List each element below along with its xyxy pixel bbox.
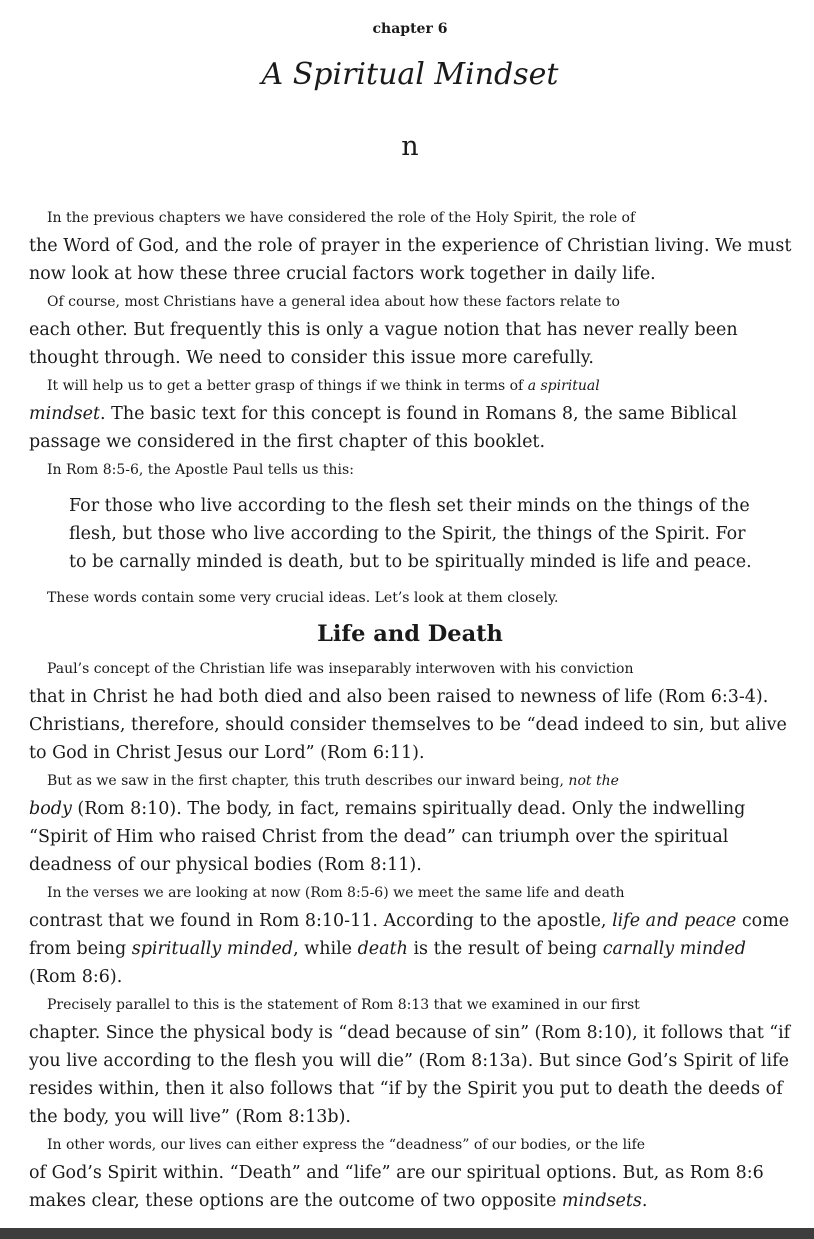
text-line [29,400,791,428]
chapter-ornament: n [401,131,419,162]
bottom-scrollbar[interactable] [0,1228,814,1239]
emphasis: mindset [29,404,101,424]
text-line: Of course, most Christians have a general idea about how these factors relate to [47,294,620,310]
paragraph [29,372,791,456]
text-line: now look at how these three crucial factors work together in daily life. [29,264,656,284]
text-line: deadness of our physical bodies (Rom 8:11). [29,855,422,875]
text-run: makes clear, these options are the outcome of two opposite [29,1191,562,1211]
text-line: the Word of God, and the role of prayer in the experience of Christian living. We must [29,236,792,256]
text-line: to God in Christ Jesus our Lord” (Rom 6:11). [29,743,425,763]
text-line [29,907,791,935]
text-line: In Rom 8:5-6, the Apostle Paul tells us this: [47,462,354,478]
text-run: . [641,1191,648,1211]
text-line [29,1187,791,1215]
chapter-body [29,204,791,1215]
text-line: Christians, therefore, should consider themselves to be “dead indeed to sin, but alive [29,715,787,735]
text-line: (Rom 8:6). [29,967,123,987]
text-line: chapter. Since the physical body is “dead because of sin” (Rom 8:10), it follows that “if [29,1023,791,1043]
block-quote [69,492,791,576]
text-run: come [736,911,790,931]
text-line: Precisely parallel to this is the statement of Rom 8:13 that we examined in our first [47,997,640,1013]
text-line: In the previous chapters we have considered the role of the Holy Spirit, the role of [47,210,636,226]
emphasis: mindsets [561,1191,642,1211]
text-line: of God’s Spirit within. “Death” and “life” are our spiritual options. But, as Rom 8:6 [29,1163,764,1183]
paragraph [29,204,791,288]
emphasis: death [357,939,408,959]
text-line: you live according to the flesh you will die” (Rom 8:13a). But since God’s Spirit of life [29,1051,789,1071]
text-line: In the verses we are looking at now (Rom 8:5-6) we meet the same life and death [47,885,625,901]
emphasis: a spiritual [527,378,600,394]
text-run: contrast that we found in Rom 8:10-11. According to the apostle, [29,911,613,931]
emphasis: body [29,799,72,819]
paragraph [29,991,791,1131]
paragraph [29,879,791,991]
emphasis: not the [568,773,619,789]
paragraph [29,288,791,372]
paragraph [29,456,791,484]
text-line: that in Christ he had both died and also been raised to newness of life (Rom 6:3-4). [29,687,769,707]
section-heading: Life and Death [317,621,503,647]
paragraph [29,767,791,879]
text-line: In other words, our lives can either express the “deadness” of our bodies, or the life [47,1137,646,1153]
emphasis: carnally minded [602,939,746,959]
text-line [29,372,791,400]
paragraph [29,1131,791,1215]
text-line: These words contain some very crucial ideas. Let’s look at them closely. [47,590,559,606]
text-line [29,767,791,795]
text-line: resides within, then it also follows that “if by the Spirit you put to death the deeds of [29,1079,783,1099]
text-run: is the result of being [407,939,603,959]
emphasis: life and peace [612,911,737,931]
text-run: . The basic text for this concept is found in Romans 8, the same Biblical [100,404,737,424]
quote-line: flesh, but those who live according to the Spirit, the things of the Spirit. For [69,524,746,544]
text-line: “Spirit of Him who raised Christ from the dead” can triumph over the spiritual [29,827,729,847]
text-line: the body, you will live” (Rom 8:13b). [29,1107,351,1127]
text-line: thought through. We need to consider this issue more carefully. [29,348,594,368]
text-line: each other. But frequently this is only a vague notion that has never really been [29,320,738,340]
text-line [29,935,791,963]
text-line: passage we considered in the first chapter of this booklet. [29,432,546,452]
chapter-title: A Spiritual Mindset [261,57,559,92]
paragraph [29,584,791,612]
paragraph [29,655,791,767]
quote-line: to be carnally minded is death, but to be spiritually minded is life and peace. [69,552,752,572]
emphasis: spiritually minded [131,939,294,959]
text-run: It will help us to get a better grasp of things if we think in terms of [47,378,528,394]
text-run: , while [293,939,358,959]
text-run: But as we saw in the first chapter, this truth describes our inward being, [47,773,569,789]
text-line: Paul’s concept of the Christian life was inseparably interwoven with his conviction [47,661,634,677]
text-run: from being [29,939,132,959]
text-line [29,795,791,823]
text-run: (Rom 8:10). The body, in fact, remains spiritually dead. Only the indwelling [71,799,746,819]
quote-line: For those who live according to the flesh set their minds on the things of the [69,496,750,516]
chapter-label: chapter 6 [372,21,448,37]
